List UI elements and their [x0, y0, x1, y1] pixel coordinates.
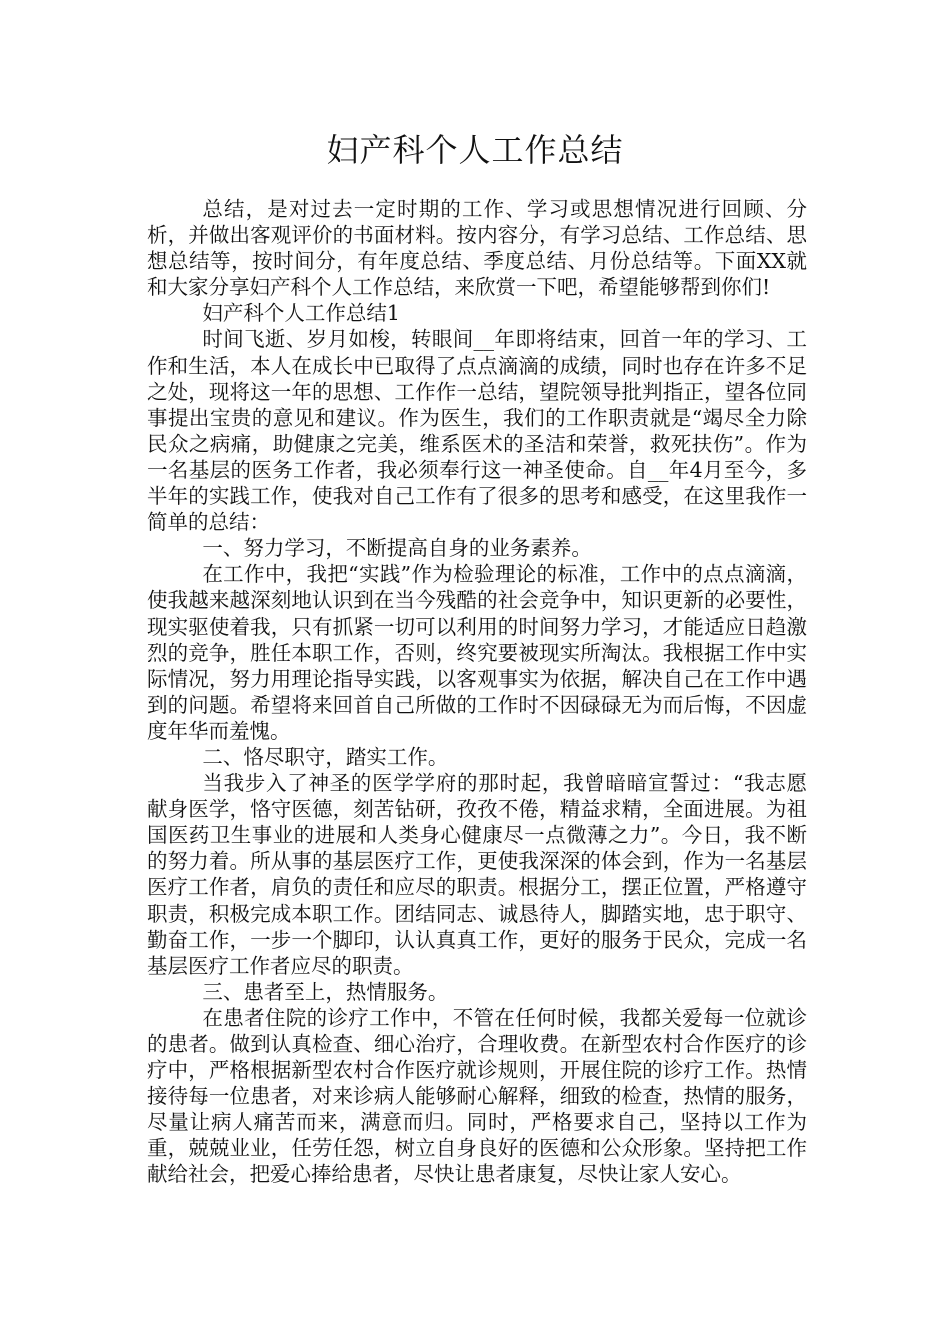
- section-heading-patients: 三、患者至上，热情服务。: [202, 979, 449, 1004]
- body-paragraph-duty: 当我步入了神圣的医学学府的那时起，我曾暗暗宣誓过：“我志愿献身医学，恪守医德，刻苦钻研，孜孜不倦，精益求精，全面进展。为祖国医药卫生事业的进展和人类身心健康尽一点微薄之力”。今日，我不断的努力着。所从事的基层医疗工作，更使我深深的体会到，作为一名基层医疗工作者，肩负的责任和应尽的职责。根据分工，摆正位置，严格遵守职责，积极完成本职工作。团结同志、诚恳待人，脚踏实地，忠于职守、勤奋工作，一步一个脚印，认认真真工作，更好的服务于民众，完成一名基层医疗工作者应尽的职责。: [147, 771, 807, 978]
- section-heading-summary-1: 妇产科个人工作总结1: [202, 301, 400, 326]
- document-body: [147, 196, 807, 1188]
- body-paragraph-patients: 在患者住院的诊疗工作中，不管在任何时候，我都关爱每一位就诊的患者。做到认真检查、细心治疗，合理收费。在新型农村合作医疗的诊疗中，严格根据新型农村合作医疗就诊规则，开展住院的诊疗工作。热情接待每一位患者，对来诊病人能够耐心解释，细致的检查，热情的服务，尽量让病人痛苦而来，满意而归。同时，严格要求自己，坚持以工作为重，兢兢业业，任劳任怨，树立自身良好的医德和公众形象。坚持把工作献给社会，把爱心捧给患者，尽快让患者康复，尽快让家人安心。: [147, 1005, 807, 1187]
- body-paragraph-study: 在工作中，我把“实践”作为检验理论的标准，工作中的点点滴滴，使我越来越深刻地认识到在当今残酷的社会竞争中，知识更新的必要性，现实驱使着我，只有抓紧一切可以利用的时间努力学习，才能适应日趋激烈的竞争，胜任本职工作，否则，终究要被现实所淘汰。我根据工作中实际情况，努力用理论指导实践，以客观事实为依据，解决自己在工作中遇到的问题。希望将来回首自己所做的工作时不因碌碌无为而后悔，不因虚度年华而羞愧。: [147, 562, 807, 743]
- section-heading-study: 一、努力学习，不断提高自身的业务素养。: [202, 536, 592, 561]
- body-paragraph-opening: 时间飞逝、岁月如梭，转眼间__年即将结束，回首一年的学习、工作和生活，本人在成长中已取得了点点滴滴的成绩，同时也存在许多不足之处，现将这一年的思想、工作作一总结，望院领导批判指正，望各位同事提出宝贵的意见和建议。作为医生，我们的工作职责就是“竭尽全力除民众之病痛，助健康之完美，维系医术的圣洁和荣誉，救死扶伤”。作为一名基层的医务工作者，我必须奉行这一神圣使命。自__年4月至今，多半年的实践工作，使我对自己工作有了很多的思考和感受，在这里我作一简单的总结：: [147, 327, 807, 535]
- intro-paragraph: 总结，是对过去一定时期的工作、学习或思想情况进行回顾、分析，并做出客观评价的书面材料。按内容分，有学习总结、工作总结、思想总结等，按时间分，有年度总结、季度总结、月份总结等。下面XX就和大家分享妇产科个人工作总结，来欣赏一下吧，希望能够帮到你们!: [147, 197, 807, 300]
- section-heading-duty: 二、恪尽职守，踏实工作。: [202, 744, 449, 769]
- document-title: 妇产科个人工作总结: [326, 131, 624, 169]
